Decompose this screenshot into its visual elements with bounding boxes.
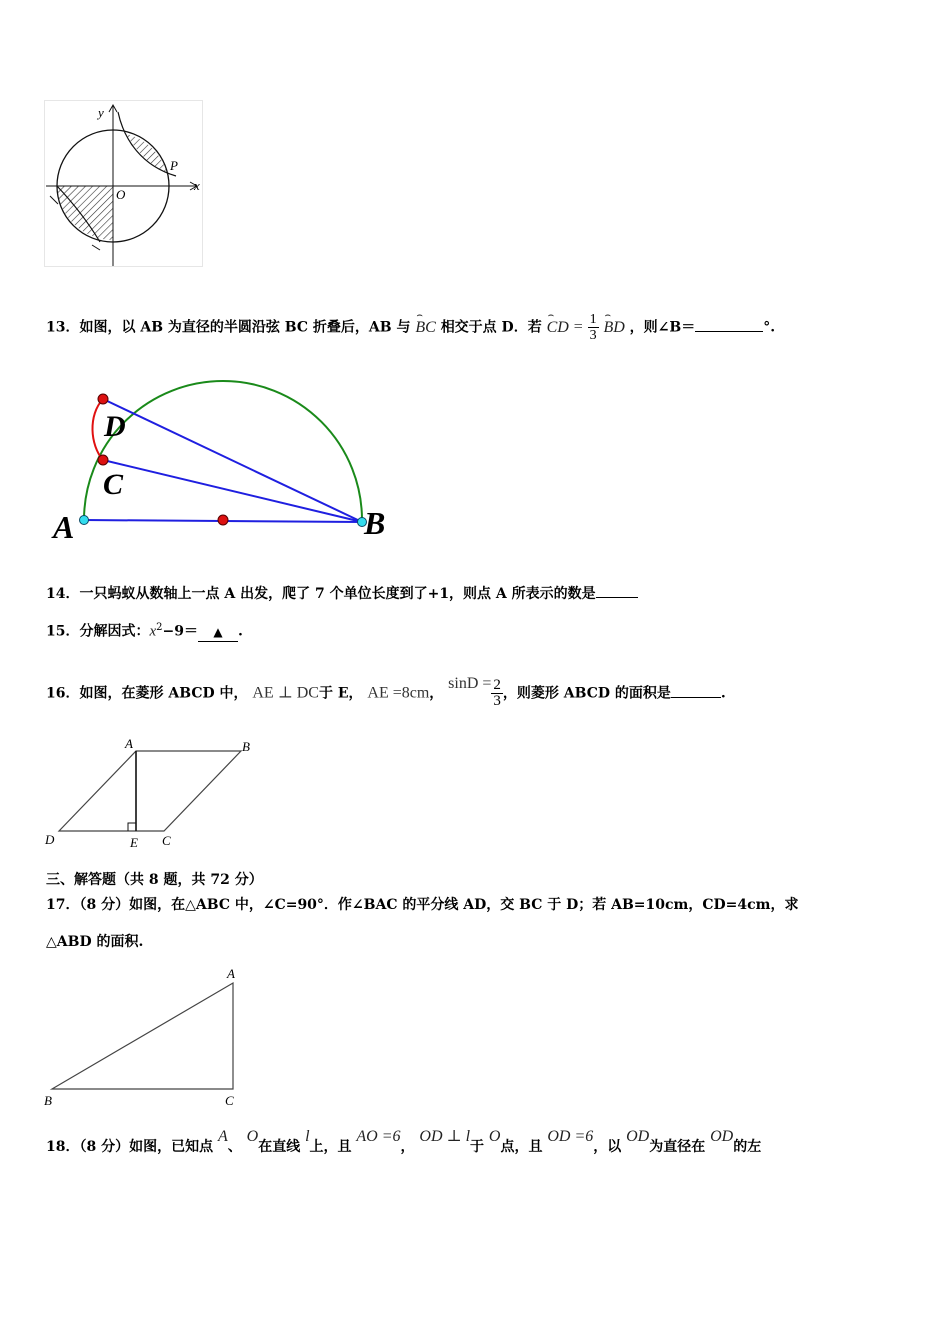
origin-label: O: [116, 187, 126, 202]
answer-blank[interactable]: [695, 331, 763, 332]
math-x: x: [149, 623, 157, 640]
question-number: 14．: [46, 586, 80, 602]
question-15: [46, 619, 243, 642]
question-text: ，: [429, 685, 444, 702]
math-a: A: [217, 1128, 228, 1145]
question-text: 分解因式：: [79, 623, 150, 640]
math-expression: −9＝: [162, 623, 199, 640]
question-text: 、: [227, 1139, 242, 1155]
semicircle-fold-figure: [50, 370, 400, 550]
point-c-label: C: [225, 1093, 234, 1108]
point-b-label: B: [364, 505, 386, 541]
y-axis-label: y: [98, 105, 104, 120]
math-sin: sinD =: [448, 674, 492, 692]
point-b-label: B: [242, 739, 250, 754]
question-number: 17．: [46, 897, 80, 913]
question-text: （8 分）如图，在△ABC 中，∠C=90°．作∠BAC 的平分线 AD，交 BC 于 D；若 AB=10cm，CD=4cm，求: [79, 897, 799, 913]
question-17: [46, 896, 798, 914]
question-text: 一只蚂蚁从数轴上一点 A 出发，爬了 7 个单位长度到了+1，则点 A 所表示的数是: [79, 586, 596, 602]
question-text: （8 分）如图，已知点: [79, 1139, 214, 1155]
point-a-label: A: [227, 966, 235, 981]
point-e-label: E: [130, 835, 138, 850]
question-text: ，则菱形 ABCD 的面积是: [502, 685, 671, 702]
question-text: 点，且: [500, 1139, 543, 1155]
math-od-perp: OD ⊥ l: [419, 1128, 471, 1145]
section-title: 三、解答题（共 8 题，共 72 分）: [46, 872, 263, 888]
question-text: .: [720, 685, 726, 702]
answer-blank[interactable]: [596, 597, 638, 598]
math-od: OD: [626, 1128, 650, 1145]
question-text: 如图，以 AB 为直径的半圆沿弦 BC 折叠后，AB 与: [79, 319, 411, 336]
question-17-line-2: [46, 933, 143, 951]
question-16: [46, 674, 726, 709]
arc-bc: ⌢ BC: [415, 309, 436, 336]
math-ao: AO =6: [356, 1128, 401, 1145]
math-o: O: [488, 1128, 501, 1145]
triangle-marker: ▲: [213, 624, 223, 639]
question-text: 相交于点 D．若: [440, 319, 542, 336]
question-text: ，以: [593, 1139, 622, 1155]
question-text: 在直线: [258, 1139, 301, 1155]
question-text: △ABD 的面积.: [46, 934, 144, 950]
x-axis-label: x: [194, 178, 200, 193]
question-number: 18．: [46, 1139, 80, 1155]
question-text: 为直径在: [649, 1139, 706, 1155]
question-number: 15．: [46, 623, 80, 640]
question-18: [46, 1128, 762, 1156]
math-od: OD =6: [547, 1128, 594, 1145]
math-o: O: [246, 1128, 259, 1145]
fraction-two-thirds: $\frac{2}{3}$: [493, 677, 501, 709]
point-c-label: C: [103, 468, 124, 501]
question-text: ，: [400, 1139, 415, 1155]
math-od: OD: [710, 1128, 734, 1145]
arc-cd: ⌢ CD: [546, 309, 569, 336]
point-d-label: D: [45, 832, 55, 847]
point-c-label: C: [162, 833, 171, 848]
math-exponent: 2: [156, 622, 163, 633]
question-number: 16．: [46, 685, 80, 702]
fraction-one-third: $\frac{1}{3}$: [589, 312, 597, 343]
question-number: 13．: [46, 319, 80, 336]
point-d-label: D: [104, 410, 126, 443]
math-condition: AE ⊥ DC: [252, 684, 319, 702]
question-text: 于: [470, 1139, 485, 1155]
question-text: .: [238, 623, 243, 640]
question-13: [46, 309, 776, 343]
question-text: °.: [763, 319, 776, 336]
right-triangle-figure: [40, 962, 250, 1112]
question-text: 于 E，: [318, 685, 363, 702]
question-text: ，则∠B＝: [629, 319, 696, 336]
question-text: 的左: [733, 1139, 762, 1155]
rhombus-figure: [40, 735, 270, 855]
question-14: [46, 585, 638, 603]
question-text: 如图，在菱形 ABCD 中，: [79, 685, 248, 702]
equals-sign: =: [573, 318, 583, 336]
math-l: l: [305, 1128, 310, 1145]
arc-bd: ⌢ BD: [603, 309, 625, 336]
point-a-label: A: [53, 509, 75, 545]
math-condition: AE =8cm: [367, 684, 430, 702]
point-b-label: B: [44, 1093, 52, 1108]
answer-blank[interactable]: [671, 697, 721, 698]
point-a-label: A: [125, 736, 133, 751]
coordinate-circle-figure: [44, 100, 206, 270]
question-text: 上，且: [309, 1139, 352, 1155]
point-p-label: P: [170, 158, 178, 173]
answer-blank[interactable]: [198, 623, 238, 642]
